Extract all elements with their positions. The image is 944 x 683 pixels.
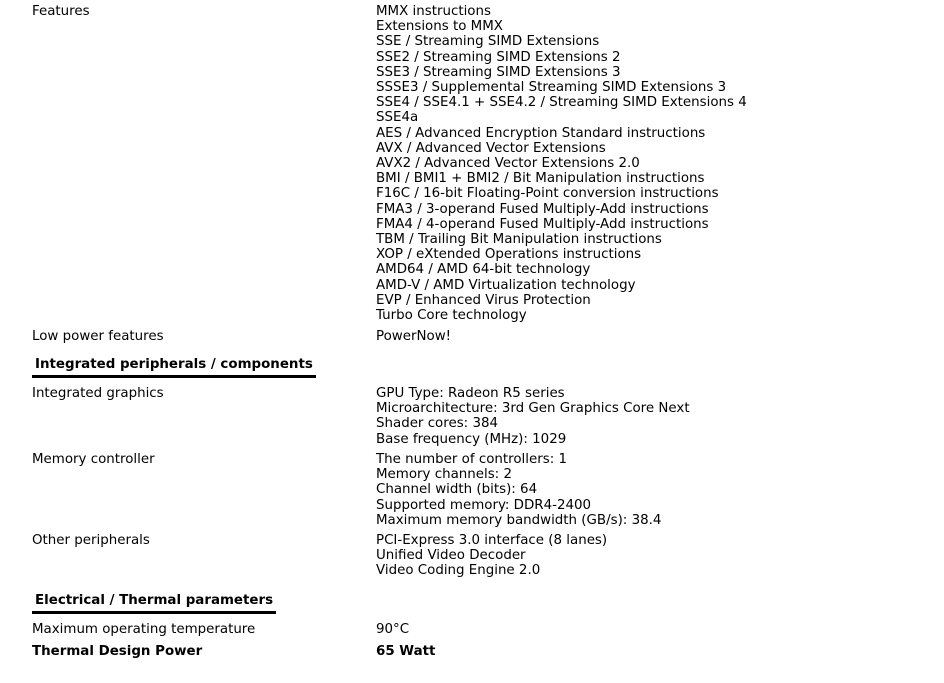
feature-item: SSE4 / SSE4.1 + SSE4.2 / Streaming SIMD Extensions 4 <box>376 95 747 111</box>
memory-controller-values <box>376 452 661 528</box>
feature-item: EVP / Enhanced Virus Protection <box>376 292 591 308</box>
graphics-spec-item: Microarchitecture: 3rd Gen Graphics Core Next <box>376 401 690 417</box>
low-power-values <box>376 329 451 344</box>
memory-spec-item: Supported memory: DDR4-2400 <box>376 497 592 513</box>
tdp-values <box>376 644 435 659</box>
feature-item: XOP / eXtended Operations instructions <box>376 247 642 263</box>
max-temp-label: Maximum operating temperature <box>32 622 256 637</box>
memory-spec-item: Channel width (bits): 64 <box>376 482 538 498</box>
feature-item: AMD-V / AMD Virtualization technology <box>376 277 636 293</box>
feature-item: SSE3 / Streaming SIMD Extensions 3 <box>376 64 621 80</box>
feature-item: Extensions to MMX <box>376 19 503 35</box>
section-header-electrical: Electrical / Thermal parameters <box>32 593 276 614</box>
peripheral-item: PCI-Express 3.0 interface (8 lanes) <box>376 533 608 548</box>
memory-spec-item: Memory channels: 2 <box>376 467 512 483</box>
peripheral-item: Unified Video Decoder <box>376 548 526 564</box>
graphics-spec-item: GPU Type: Radeon R5 series <box>376 386 565 401</box>
features-label: Features <box>32 4 90 19</box>
section-header-peripherals: Integrated peripherals / components <box>32 357 316 378</box>
max-temp-value: 90°C <box>376 622 410 637</box>
feature-item: SSE / Streaming SIMD Extensions <box>376 34 600 50</box>
other-peripherals-values <box>376 533 607 579</box>
feature-item: FMA4 / 4-operand Fused Multiply-Add instructions <box>376 216 709 232</box>
graphics-spec-item: Shader cores: 384 <box>376 416 498 432</box>
max-temp-values <box>376 622 409 637</box>
feature-item: AVX2 / Advanced Vector Extensions 2.0 <box>376 156 640 172</box>
feature-item: FMA3 / 3-operand Fused Multiply-Add instructions <box>376 201 709 217</box>
memory-spec-item: Maximum memory bandwidth (GB/s): 38.4 <box>376 512 662 528</box>
peripheral-item: Video Coding Engine 2.0 <box>376 563 541 579</box>
integrated-graphics-values <box>376 386 690 447</box>
low-power-value: PowerNow! <box>376 329 452 344</box>
feature-item: MMX instructions <box>376 4 491 19</box>
integrated-graphics-label: Integrated graphics <box>32 386 164 401</box>
feature-item: AMD64 / AMD 64-bit technology <box>376 262 591 278</box>
low-power-label: Low power features <box>32 329 164 344</box>
tdp-label: Thermal Design Power <box>32 644 203 659</box>
feature-item: F16C / 16-bit Floating-Point conversion instructions <box>376 186 719 202</box>
feature-item: TBM / Trailing Bit Manipulation instructions <box>376 232 662 248</box>
feature-item: AVX / Advanced Vector Extensions <box>376 140 606 156</box>
memory-spec-item: The number of controllers: 1 <box>376 452 567 467</box>
feature-item: SSSE3 / Supplemental Streaming SIMD Extensions 3 <box>376 80 727 96</box>
features-values <box>376 4 747 323</box>
tdp-value: 65 Watt <box>376 644 436 659</box>
feature-item: BMI / BMI1 + BMI2 / Bit Manipulation instructions <box>376 171 705 187</box>
memory-controller-label: Memory controller <box>32 452 155 467</box>
graphics-spec-item: Base frequency (MHz): 1029 <box>376 431 567 447</box>
feature-item: SSE2 / Streaming SIMD Extensions 2 <box>376 49 621 65</box>
feature-item: Turbo Core technology <box>376 308 527 324</box>
other-peripherals-label: Other peripherals <box>32 533 150 548</box>
feature-item: SSE4a <box>376 110 419 126</box>
feature-item: AES / Advanced Encryption Standard instructions <box>376 125 706 141</box>
